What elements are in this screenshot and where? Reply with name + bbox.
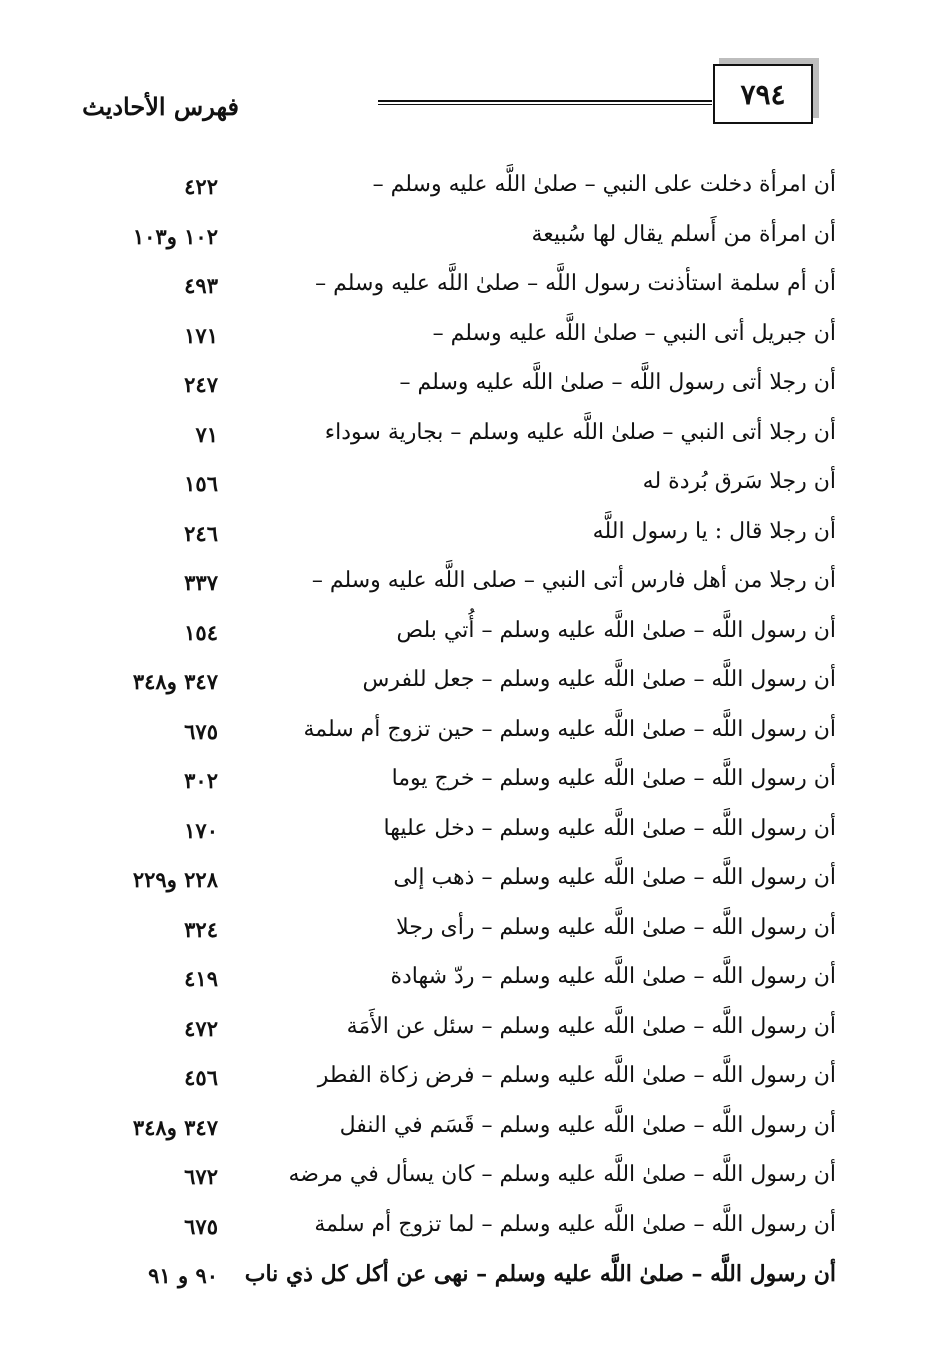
hadith-incipit: أن رسول اللَّه – صلىٰ اللَّه عليه وسلم – كان يسأل في مرضه — [288, 1162, 836, 1187]
hadith-incipit: أن رسول اللَّه – صلىٰ اللَّه عليه وسلم – ردّ شهادة — [390, 964, 836, 989]
index-entry — [0, 562, 951, 612]
page-number: ٧٩٤ — [713, 64, 813, 124]
page-reference: ٤٢٢ — [184, 174, 218, 199]
index-entry — [0, 1057, 951, 1107]
header-divider — [378, 100, 712, 105]
page-reference: ٤٩٣ — [184, 273, 218, 298]
index-entry — [0, 1156, 951, 1206]
index-entry — [0, 364, 951, 414]
page-reference: ٢٢٨ و٢٢٩ — [132, 867, 218, 892]
index-entry — [0, 315, 951, 365]
index-entry — [0, 1255, 951, 1305]
page-reference: ١٥٤ — [184, 619, 218, 645]
page-reference: ٣٠٢ — [184, 768, 218, 793]
hadith-incipit: أن رسول اللَّه – صلىٰ اللَّه عليه وسلم – ذهب إلى — [393, 865, 836, 890]
hadith-incipit: أن رجلا من أهل فارس أتى النبي – صلى اللَّه عليه وسلم – — [311, 568, 836, 593]
page-reference: ١٥٦ — [184, 471, 218, 496]
index-entry — [0, 859, 951, 909]
page-reference: ٣٤٧ و٣٤٨ — [132, 669, 218, 694]
hadith-incipit: أن امرأة من أَسلم يقال لها سُبيعة — [531, 221, 836, 247]
index-entry — [0, 958, 951, 1008]
index-entry — [0, 1107, 951, 1157]
page-reference: ١٧١ — [184, 322, 218, 348]
page-reference: ٣٣٧ — [184, 570, 218, 595]
index-entry — [0, 216, 951, 266]
hadith-incipit: أن رسول اللَّه – صلىٰ اللَّه عليه وسلم – فرض زكاة الفطر — [317, 1063, 836, 1088]
page-reference: ٤١٩ — [184, 966, 218, 991]
page-reference: ٧١ — [195, 421, 218, 447]
hadith-incipit: أن رسول اللَّه – صلىٰ اللَّه عليه وسلم – دخل عليها — [383, 815, 836, 841]
page-reference: ٣٤٧ و٣٤٨ — [132, 1114, 218, 1140]
hadith-incipit: أن رسول اللَّه – صلىٰ اللَّه عليه وسلم – نهى عن أكل كل ذي ناب — [244, 1261, 836, 1287]
page-reference: ١٠٢ و١٠٣ — [132, 223, 218, 249]
hadith-incipit: أن رجلا أتى رسول اللَّه – صلىٰ اللَّه عليه وسلم – — [399, 370, 836, 395]
index-entry — [0, 711, 951, 761]
page-reference: ٢٤٦ — [184, 520, 218, 546]
page-reference: ٦٧٢ — [184, 1164, 218, 1189]
index-entry — [0, 166, 951, 216]
index-entry — [0, 513, 951, 563]
index-entry — [0, 661, 951, 711]
page-title: فهرس الأحاديث — [82, 92, 239, 121]
hadith-incipit: أن رسول اللَّه – صلىٰ اللَّه عليه وسلم – خرج يوما — [391, 766, 836, 791]
page-reference: ٣٢٤ — [184, 916, 218, 942]
index-entry — [0, 1008, 951, 1058]
hadith-incipit: أن جبريل أتى النبي – صلىٰ اللَّه عليه وسلم – — [432, 320, 836, 346]
hadith-incipit: أن رسول اللَّه – صلىٰ اللَّه عليه وسلم – سئل عن الأَمَة — [346, 1013, 836, 1039]
page-reference: ٦٧٥ — [184, 718, 218, 744]
index-entry — [0, 760, 951, 810]
page-reference: ٤٧٢ — [184, 1015, 218, 1041]
hadith-incipit: أن رسول اللَّه – صلىٰ اللَّه عليه وسلم – قَسَم في النفل — [339, 1112, 836, 1138]
hadith-incipit: أن رجلا أتى النبي – صلىٰ اللَّه عليه وسلم – بجارية سوداء — [324, 419, 836, 445]
hadith-incipit: أن رسول اللَّه – صلىٰ اللَّه عليه وسلم – جعل للفرس — [362, 667, 836, 692]
index-entry — [0, 810, 951, 860]
index-entry — [0, 414, 951, 464]
index-entry — [0, 463, 951, 513]
hadith-incipit: أن رسول اللَّه – صلىٰ اللَّه عليه وسلم – لما تزوج أم سلمة — [314, 1211, 836, 1237]
index-entry — [0, 612, 951, 662]
page-reference: ٢٤٧ — [184, 372, 218, 397]
hadith-incipit: أن رجلا سَرق بُردة له — [642, 469, 836, 494]
page-reference: ٤٥٦ — [184, 1065, 218, 1090]
index-entry — [0, 909, 951, 959]
hadith-incipit: أن رسول اللَّه – صلىٰ اللَّه عليه وسلم – رأى رجلا — [396, 914, 836, 940]
page-header — [0, 0, 951, 150]
hadith-incipit: أن أم سلمة استأذنت رسول اللَّه – صلىٰ اللَّه عليه وسلم – — [315, 271, 836, 296]
hadith-incipit: أن رسول اللَّه – صلىٰ اللَّه عليه وسلم – أُتي بلص — [396, 617, 836, 643]
hadith-incipit: أن رجلا قال : يا رسول اللَّه — [592, 518, 836, 544]
hadith-incipit: أن رسول اللَّه – صلىٰ اللَّه عليه وسلم – حين تزوج أم سلمة — [303, 716, 836, 742]
hadith-incipit: أن امرأة دخلت على النبي – صلىٰ اللَّه عليه وسلم – — [372, 172, 836, 197]
page-reference: ٦٧٥ — [184, 1213, 218, 1239]
page-reference: ١٧٠ — [184, 817, 218, 843]
page-reference: ٩٠ و ٩١ — [148, 1263, 218, 1288]
index-entry — [0, 265, 951, 315]
index-entry — [0, 1206, 951, 1256]
hadith-index-list — [0, 166, 951, 1305]
